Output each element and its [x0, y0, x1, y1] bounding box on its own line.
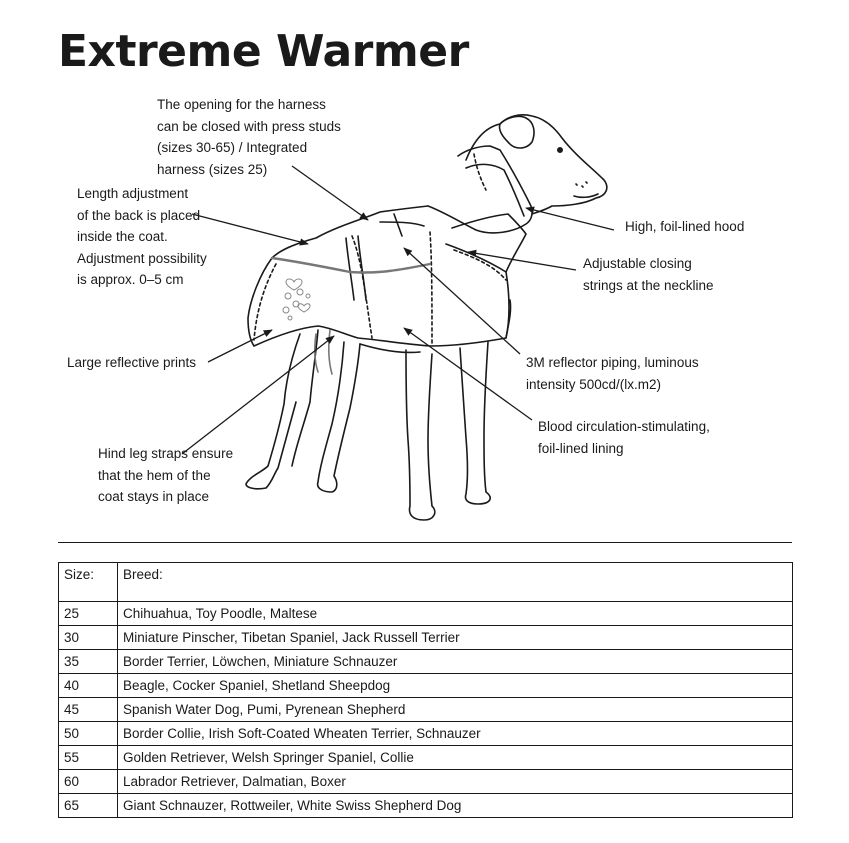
table-row: [59, 698, 793, 722]
coat-body: [248, 206, 526, 346]
table-row: [59, 722, 793, 746]
leader-lining: [404, 328, 532, 420]
annotation-hood: High, foil-lined hood: [625, 219, 745, 234]
annotation-length-adjustment: Length adjustment of the back is placed inside the coat. Adjustment possibility is approx. 0–5 cm: [77, 186, 207, 287]
breed-cell: Labrador Retriever, Dalmatian, Boxer: [118, 770, 793, 794]
dog-front-leg: [406, 350, 435, 520]
dog-eye: [558, 148, 562, 152]
table-row: [59, 746, 793, 770]
size-cell: 60: [59, 770, 118, 794]
size-cell: 50: [59, 722, 118, 746]
divider: [58, 542, 792, 543]
size-cell: 65: [59, 794, 118, 818]
breed-cell: Spanish Water Dog, Pumi, Pyrenean Shepherd: [118, 698, 793, 722]
header-size: Size:: [59, 563, 118, 602]
size-cell: 35: [59, 650, 118, 674]
table-row: [59, 794, 793, 818]
annotation-lining: Blood circulation-stimulating, foil-lined lining: [538, 419, 710, 456]
page-title: Extreme Warmer: [58, 26, 469, 77]
annotation-reflective-prints: Large reflective prints: [67, 355, 197, 370]
size-cell: 30: [59, 626, 118, 650]
table-row: [59, 674, 793, 698]
breed-cell: Giant Schnauzer, Rottweiler, White Swiss Shepherd Dog: [118, 794, 793, 818]
breed-cell: Miniature Pinscher, Tibetan Spaniel, Jack Russell Terrier: [118, 626, 793, 650]
table-row: [59, 626, 793, 650]
dog-ear: [499, 116, 534, 148]
leader-strings: [468, 252, 576, 270]
reflective-print: [283, 279, 310, 320]
harness-strap: [346, 236, 366, 300]
reflective-piping: [272, 258, 430, 273]
breed-cell: Beagle, Cocker Spaniel, Shetland Sheepdog: [118, 674, 793, 698]
table-header-row: [59, 563, 793, 602]
annotation-hind-leg-straps: Hind leg straps ensure that the hem of the coat stays in place: [98, 446, 234, 504]
annotation-closing-strings: Adjustable closing strings at the neckline: [583, 256, 714, 293]
breed-cell: Golden Retriever, Welsh Springer Spaniel, Collie: [118, 746, 793, 770]
leader-hood: [526, 208, 614, 230]
breed-cell: Border Terrier, Löwchen, Miniature Schnauzer: [118, 650, 793, 674]
size-cell: 25: [59, 602, 118, 626]
breed-cell: Chihuahua, Toy Poodle, Maltese: [118, 602, 793, 626]
leader-piping: [404, 248, 520, 354]
dog-mouth: [574, 194, 598, 197]
table-row: [59, 770, 793, 794]
size-cell: 40: [59, 674, 118, 698]
annotation-reflector-piping: 3M reflector piping, luminous intensity 500cd/(lx.m2): [526, 355, 699, 392]
header-breed: Breed:: [118, 563, 793, 602]
size-cell: 55: [59, 746, 118, 770]
size-cell: 45: [59, 698, 118, 722]
table-row: [59, 650, 793, 674]
leader-length: [192, 214, 308, 244]
table-row: [59, 602, 793, 626]
size-table: [58, 562, 793, 818]
breed-cell: Border Collie, Irish Soft-Coated Wheaten Terrier, Schnauzer: [118, 722, 793, 746]
leader-reflective: [208, 330, 272, 362]
annotation-harness-opening: The opening for the harness can be closed with press studs (sizes 30-65) / Integrated harness (sizes 25): [157, 97, 341, 177]
